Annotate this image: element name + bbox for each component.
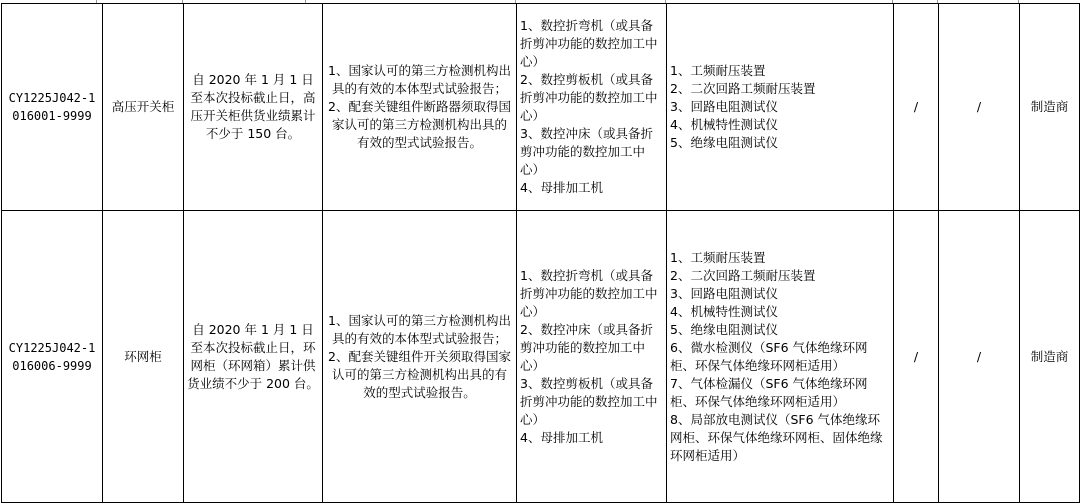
report-item: 1、国家认可的第三方检测机构出具的有效的本体型式试验报告； [328,63,511,96]
package-code-line: 016001-9999 [12,109,92,123]
equipment-item: 4、母排加工机 [520,180,603,195]
product-name-cell: 高压开关柜 [103,4,184,211]
instrument-item: 5、绝缘电阻测试仪 [670,321,778,337]
bidder-type-cell: 制造商 [1020,211,1080,503]
equipment-item: 4、母排加工机 [520,429,603,445]
performance-requirement-cell: 自 2020 年 1 月 1 日至本次投标截止日，高压开关柜供货业绩累计不少于 150 台。 [184,4,323,211]
test-instrument-cell [667,4,894,211]
table-row [2,211,1080,503]
instrument-item: 1、工频耐压装置 [670,63,766,78]
test-report-requirement-cell [323,211,517,503]
instrument-item: 3、回路电阻测试仪 [670,99,778,114]
product-name-cell: 环网柜 [103,211,184,503]
package-code-cell [2,4,103,211]
equipment-item: 1、数控折弯机（或具备折剪冲功能的数控加工中心） [520,267,658,319]
slash-cell: / [939,211,1020,503]
production-equipment-cell [517,4,667,211]
instrument-item: 2、二次回路工频耐压装置 [670,81,816,96]
instrument-item: 8、局部放电测试仪（SF6 气体绝缘环网柜、环保气体绝缘环网柜、固体绝缘环网柜适用） [670,411,883,463]
instrument-item: 4、机械特性测试仪 [670,117,778,132]
report-item: 2、配套关键组件断路器须取得国家认可的第三方检测机构出具的有效的型式试验报告。 [328,99,511,150]
bidder-type-cell: 制造商 [1020,4,1080,211]
equipment-item: 1、数控折弯机（或具备折剪冲功能的数控加工中心） [520,18,658,69]
production-equipment-cell [517,211,667,503]
table-row [2,4,1080,211]
package-code-line: CY1225J042-1 [8,340,96,355]
test-report-requirement-cell [323,4,517,211]
instrument-item: 2、二次回路工频耐压装置 [670,267,816,283]
performance-requirement-cell: 自 2020 年 1 月 1 日至本次投标截止日，环网柜（环网箱）累计供货业绩不少于 200 台。 [184,211,323,503]
instrument-item: 5、绝缘电阻测试仪 [670,135,778,150]
slash-cell: / [939,4,1020,211]
equipment-item: 2、数控剪板机（或具备折剪冲功能的数控加工中心） [520,72,658,123]
instrument-item: 6、微水检测仪（SF6 气体绝缘环网柜、环保气体绝缘环网柜适用） [670,339,868,373]
package-code-line: 016006-9999 [12,358,92,373]
report-item: 2、配套关键组件开关须取得国家认可的第三方检测机构出具的有效的型式试验报告。 [328,348,511,400]
instrument-item: 4、机械特性测试仪 [670,303,778,319]
instrument-item: 3、回路电阻测试仪 [670,285,778,301]
requirements-table [1,3,1080,503]
instrument-item: 7、气体检漏仪（SF6 气体绝缘环网柜、环保气体绝缘环网柜适用） [670,375,868,409]
test-instrument-cell [667,211,894,503]
equipment-item: 2、数控冲床（或具备折剪冲功能的数控加工中心） [520,321,653,373]
equipment-item: 3、数控剪板机（或具备折剪冲功能的数控加工中心） [520,375,658,427]
instrument-item: 1、工频耐压装置 [670,249,766,265]
package-code-cell [2,211,103,503]
report-item: 1、国家认可的第三方检测机构出具的有效的本体型式试验报告； [328,312,511,346]
slash-cell: / [894,4,939,211]
package-code-line: CY1225J042-1 [8,91,96,105]
equipment-item: 3、数控冲床（或具备折剪冲功能的数控加工中心） [520,126,653,177]
slash-cell: / [894,211,939,503]
